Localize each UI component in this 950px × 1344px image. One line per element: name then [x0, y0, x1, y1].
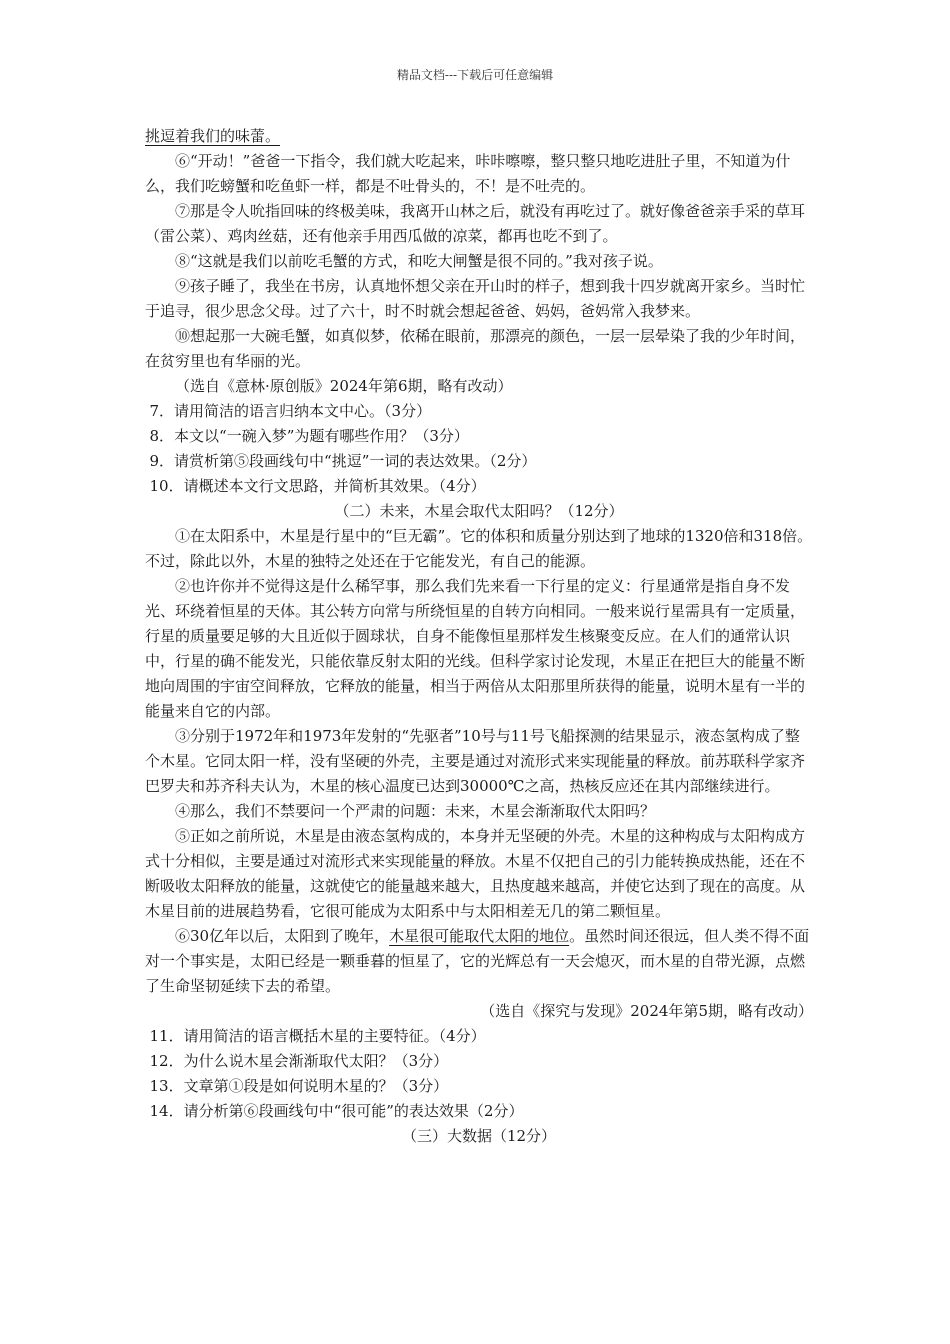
- underlined-sentence: 木星很可能取代太阳的地位: [389, 927, 570, 945]
- paragraph-2-3: ③分别于1972年和1973年发射的“先驱者”10号与11号飞船探测的结果显示，液态氢构成了整个木星。它同太阳一样，没有坚硬的外壳，主要是通过对流形式来实现能量的释放。前苏联科学家齐巴罗夫和苏齐科夫认为，木星的核心温度已达到30000℃之高，热核反应还在其内部继续进行。: [145, 727, 806, 795]
- question-11: 11．请用简洁的语言概括木星的主要特征。（4分）: [149, 1027, 486, 1045]
- paragraph-2-5: ⑤正如之前所说，木星是由液态氢构成的，本身并无坚硬的外壳。木星的这种构成与太阳构成方式十分相似，主要是通过对流形式来实现能量的释放。木星不仅把自己的引力能转换成热能，还在不断吸收太阳释放的能量，这就使它的能量越来越大，且热度越来越高，并使它达到了现在的高度。从木星目前的进展趋势看，它很可能成为太阳系中与太阳相差无几的第二颗恒星。: [145, 827, 806, 920]
- page-header: 精品文档---下载后可任意编辑: [396, 68, 554, 82]
- question-8: 8．本文以“一碗入梦”为题有哪些作用？（3分）: [149, 427, 469, 445]
- paragraph-2-6-start: ⑥30亿年以后，太阳到了晚年，: [175, 927, 390, 945]
- paragraph-2-1: ①在太阳系中，木星是行星中的“巨无霸”。它的体积和质量分别达到了地球的1320倍和318倍。不过，除此以外，木星的独特之处还在于它能发光，有自己的能源。: [145, 527, 813, 570]
- paragraph-2-4: ④那么，我们不禁要问一个严肃的问题：未来，木星会渐渐取代太阳吗？: [175, 802, 656, 820]
- paragraph-5-end: [145, 124, 813, 149]
- source-citation-2: （选自《探究与发现》2024年第5期，略有改动）: [480, 1002, 813, 1020]
- underlined-sentence: 挑逗着我们的味蕾。: [145, 127, 281, 145]
- section-3-title: （三）大数据（12分）: [401, 1127, 557, 1145]
- paragraph-7: ⑦那是令人吮指回味的终极美味，我离开山林之后，就没有再吃过了。就好像爸爸亲手采的草耳（雷公菜）、鸡肉丝菇，还有他亲手用西瓜做的凉菜，都再也吃不到了。: [145, 202, 806, 245]
- section-2-title: （二）未来，木星会取代太阳吗？（12分）: [334, 502, 624, 520]
- paragraph-2-6-rest: 。虽然时间还很远，但人类不得不面对一个事实是，太阳已经是一颗垂暮的恒星了，它的光辉总有一天会熄灭，而木星的自带光源，点燃了生命坚韧延续下去的希望。: [145, 927, 810, 995]
- paragraph-9: ⑨孩子睡了，我坐在书房，认真地怀想父亲在开山时的样子，想到我十四岁就离开家乡。当时忙于追寻，很少思念父母。过了六十，时不时就会想起爸爸、妈妈，爸妈常入我梦来。: [145, 277, 806, 320]
- question-9: 9．请赏析第⑤段画线句中“挑逗”一词的表达效果。（2分）: [149, 452, 537, 470]
- source-citation-1: （选自《意林·原创版》2024年第6期，略有改动）: [175, 377, 513, 395]
- paragraph-8: ⑧“这就是我们以前吃毛蟹的方式，和吃大闸蟹是很不同的。”我对孩子说。: [175, 252, 663, 270]
- paragraph-6: ⑥“开动！”爸爸一下指令，我们就大吃起来，咔咔嚓嚓，整只整只地吃进肚子里，不知道为什么，我们吃螃蟹和吃鱼虾一样，都是不吐骨头的，不！是不吐壳的。: [145, 152, 791, 195]
- document-body: [145, 124, 813, 1149]
- question-7: 7．请用简洁的语言归纳本文中心。（3分）: [149, 402, 432, 420]
- paragraph-10: ⑩想起那一大碗毛蟹，如真似梦，依稀在眼前，那漂亮的颜色，一层一层晕染了我的少年时间，在贫穷里也有华丽的光。: [145, 327, 806, 370]
- question-12: 12．为什么说木星会渐渐取代太阳？（3分）: [149, 1052, 449, 1070]
- paragraph-2-2: ②也许你并不觉得这是什么稀罕事，那么我们先来看一下行星的定义：行星通常是指自身不发光、环绕着恒星的天体。其公转方向常与所绕恒星的自转方向相同。一般来说行星需具有一定质量，行星的质量要足够的大且近似于圆球状，自身不能像恒星那样发生核聚变反应。在人们的通常认识中，行星的确不能发光，只能依靠反射太阳的光线。但科学家讨论发现，木星正在把巨大的能量不断地向周围的宇宙空间释放，它释放的能量，相当于两倍从太阳那里所获得的能量，说明木星有一半的能量来自它的内部。: [145, 577, 806, 720]
- question-13: 13．文章第①段是如何说明木星的？（3分）: [149, 1077, 449, 1095]
- question-14: 14．请分析第⑥段画线句中“很可能”的表达效果（2分）: [149, 1102, 524, 1120]
- question-10: 10．请概述本文行文思路，并简析其效果。（4分）: [149, 477, 486, 495]
- paragraph-2-6: [145, 924, 813, 999]
